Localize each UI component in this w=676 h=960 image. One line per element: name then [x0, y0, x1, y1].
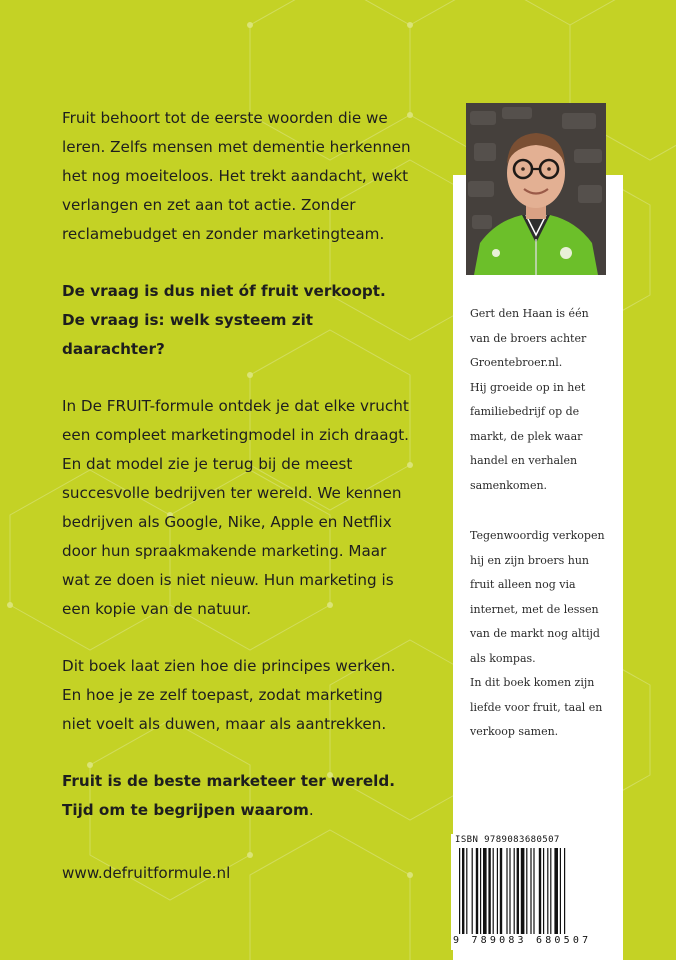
barcode-bar [514, 848, 515, 934]
barcode-bar [547, 848, 548, 934]
isbn-barcode [451, 834, 592, 950]
barcode-bar [500, 848, 502, 934]
closing-line-2: Tijd om te begrijpen waarom [62, 801, 309, 819]
bio-line: internet, met de lessen [470, 602, 599, 616]
barcode-bar [521, 848, 525, 934]
isbn-digits: 9 789083 680507 [453, 935, 592, 946]
question-line-1: De vraag is dus niet óf fruit verkoopt. [62, 282, 386, 300]
barcode-bar [472, 848, 473, 934]
bio-line: Hij groeide op in het [470, 380, 586, 394]
bio-line: In dit boek komen zijn [470, 676, 595, 689]
website-url: www.defruitformule.nl [62, 864, 231, 882]
bio-line: handel en verhalen [470, 454, 578, 467]
barcode-bars-icon [459, 848, 581, 934]
bio-line: verkoop samen. [470, 725, 559, 738]
barcode-bar [543, 848, 544, 934]
barcode-bar [497, 848, 498, 934]
barcode-bar [459, 848, 460, 934]
barcode-bar [550, 848, 551, 934]
closing-line-1: Fruit is de beste marketeer ter wereld. [62, 772, 396, 790]
bio-line: familiebedrijf op de [470, 405, 580, 418]
bio-line: Groentebroer.nl. [470, 356, 563, 369]
bio-line: Gert den Haan is één [470, 307, 589, 320]
bio-line: als kompas. [470, 651, 536, 665]
author-bio [470, 302, 618, 745]
closing-paragraph [62, 767, 412, 825]
bio-line: van de markt nog altijd [470, 627, 600, 640]
intro-paragraph: Fruit behoort tot de eerste woorden die we leren. Zelfs mensen met dementie herkennen het nog moeiteloos. Het trekt aandacht, wekt verlangen en zet aan tot actie. Zonder reclamebudget en zonder marketingteam. [62, 109, 411, 243]
barcode-bar [488, 848, 490, 934]
barcode-bar [526, 848, 527, 934]
bio-line: hij en zijn broers hun [470, 553, 589, 567]
barcode-bar [462, 848, 464, 934]
question-line-2: De vraag is: welk systeem zit daarachter? [62, 311, 314, 358]
barcode-bar [506, 848, 507, 934]
barcode-bar [554, 848, 558, 934]
bio-line: Tegenwoordig verkopen [470, 529, 605, 542]
barcode-bar [480, 848, 481, 934]
bio-line: van de broers achter [470, 331, 587, 345]
main-text-column [62, 104, 412, 853]
barcode-bar [564, 848, 565, 934]
barcode-bar [560, 848, 561, 934]
body-paragraph-1: In De FRUIT-formule ontdek je dat elke vrucht een compleet marketingmodel in zich draagt. En dat model zie je terug bij de meest succesvolle bedrijven ter wereld. We kennen bedrijven als Google, Nike, Apple en Netflix door hun spraakmakende marketing. Maar wat ze doen is niet nieuw. Hun marketing is een kopie van de natuur. [62, 397, 409, 618]
question-paragraph [62, 277, 412, 364]
closing-period: . [308, 801, 314, 819]
bio-line: samenkomen. [470, 478, 548, 492]
isbn-label: ISBN 9789083680507 [455, 835, 560, 845]
barcode-bar [483, 848, 487, 934]
bio-line: liefde voor fruit, taal en [470, 700, 603, 714]
bio-spacer [470, 498, 618, 524]
barcode-bar [517, 848, 519, 934]
author-photo [466, 103, 606, 275]
bio-line: fruit alleen nog via [470, 578, 576, 591]
barcode-bar [533, 848, 534, 934]
body-paragraph-2: Dit boek laat zien hoe die principes werken. En hoe je ze zelf toepast, zodat marketing niet voelt als duwen, maar als aantrekken. [62, 657, 396, 733]
barcode-bar [466, 848, 467, 934]
barcode-bar [476, 848, 478, 934]
author-portrait-icon [466, 103, 606, 275]
barcode-bar [509, 848, 510, 934]
barcode-bar [530, 848, 531, 934]
barcode-bar [539, 848, 541, 934]
bio-line: markt, de plek waar [470, 429, 583, 443]
barcode-bar [493, 848, 494, 934]
